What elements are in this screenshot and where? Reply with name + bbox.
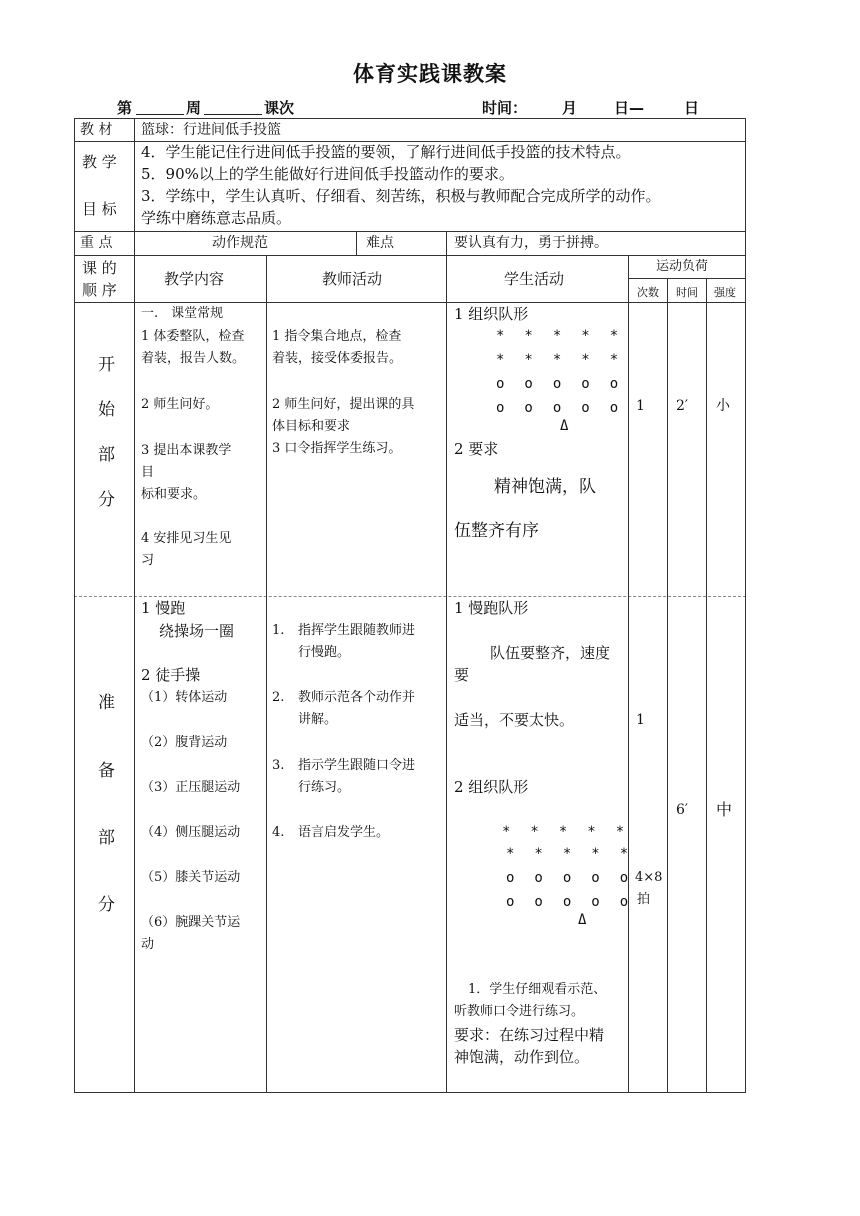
- start-content-1: 1 体委整队，检查: [141, 329, 245, 344]
- content-header: 教学内容: [164, 270, 225, 288]
- prep-teacher-4-line-1: 语言启发学生。: [298, 825, 390, 840]
- prep-teacher-4-num: 4.: [272, 825, 285, 840]
- start-req-label: 2 要求: [454, 440, 499, 458]
- prep-count-2: 4×8: [635, 870, 663, 885]
- start-content-0: 一. 课堂常规: [141, 306, 224, 321]
- prep-student-req-1c: 适当，不要太快。: [454, 711, 575, 729]
- prep-teacher-1-line-2: 行慢跑。: [298, 645, 351, 660]
- lesson-blank: [204, 114, 262, 115]
- prep-formation-row-1: * * * * *: [502, 824, 628, 840]
- prep-time: 6′: [676, 802, 689, 818]
- week-prefix: 第: [117, 99, 133, 117]
- prep-student-note-2: 听教师口令进行练习。: [454, 1004, 585, 1019]
- prep-intensity: 中: [716, 800, 733, 819]
- start-label-2: 始: [98, 400, 115, 420]
- prep-content-exercises: 2 徒手操: [141, 666, 201, 684]
- start-content-6: 标和要求。: [141, 487, 207, 502]
- start-req-line-2: 伍整齐有序: [454, 521, 539, 541]
- start-content-4: 3 提出本课教学: [141, 443, 232, 458]
- week-label: 周: [186, 99, 202, 117]
- start-label-3: 部: [98, 445, 115, 465]
- prep-content-lap: 绕操场一圈: [159, 622, 235, 640]
- goals-label-2: 目 标: [82, 200, 117, 218]
- prep-formation-row-2: * * * * *: [506, 846, 632, 862]
- goal-line-3: 3．学练中，学生认真听、仔细看、刻苦练，积极与教师配合完成所学的动作。: [141, 187, 661, 205]
- key-label: 重 点: [80, 235, 113, 251]
- document-title: 体育实践课教案: [353, 62, 507, 86]
- start-formation-row-3: o o o o o: [496, 376, 622, 392]
- prep-label-1: 准: [98, 693, 115, 713]
- prep-teacher-2-num: 2.: [272, 690, 285, 705]
- goal-line-4: 学练中磨练意志品质。: [141, 209, 292, 227]
- prep-item-6-cont: 动: [141, 937, 155, 952]
- prep-student-head-2: 2 组织队形: [454, 778, 529, 796]
- prep-content-run: 1 慢跑: [141, 599, 186, 617]
- day-label: 日: [684, 99, 700, 117]
- prep-item-3: （3）正压腿运动: [141, 780, 241, 795]
- difficulty-label: 难点: [366, 235, 394, 251]
- prep-teacher-3-line-2: 行练习。: [298, 780, 351, 795]
- prep-item-1: （1）转体运动: [141, 690, 228, 705]
- start-intensity: 小: [716, 398, 730, 414]
- material-label: 教 材: [80, 122, 113, 138]
- prep-teacher-1-num: 1.: [272, 623, 285, 638]
- month-label: 月: [562, 99, 578, 117]
- prep-label-3: 部: [98, 828, 115, 848]
- prep-count-3: 拍: [637, 892, 651, 907]
- prep-teacher-3-num: 3.: [272, 758, 285, 773]
- prep-student-req-1b: 要: [454, 666, 470, 684]
- start-teacher-1: 着装，接受体委报告。: [272, 351, 403, 366]
- start-count: 1: [636, 398, 645, 414]
- prep-item-6: （6）腕踝关节运: [141, 915, 241, 930]
- order-header-2: 顺 序: [82, 281, 117, 299]
- start-formation-row-4: o o o o o: [496, 400, 622, 416]
- start-content-3: 2 师生问好。: [141, 397, 219, 412]
- day-to-label: 日—: [614, 99, 645, 117]
- week-blank: [136, 114, 184, 115]
- start-student-head: 1 组织队形: [454, 305, 529, 323]
- start-teacher-4: 3 口令指挥学生练习。: [272, 441, 402, 456]
- teacher-header: 教师活动: [322, 270, 383, 288]
- prep-formation-row-4: o o o o o: [506, 894, 632, 910]
- start-formation-row-2: * * * * *: [496, 352, 622, 368]
- prep-formation-row-3: o o o o o: [506, 870, 632, 886]
- start-content-5: 目: [141, 465, 155, 480]
- start-label-4: 分: [98, 490, 115, 510]
- prep-teacher-1-line-1: 指挥学生跟随教师进: [298, 623, 416, 638]
- goals-label-1: 教 学: [82, 153, 117, 171]
- start-content-7: 4 安排见习生见: [141, 531, 232, 546]
- prep-teacher-2-line-2: 讲解。: [298, 712, 338, 727]
- time-header: 时间: [676, 286, 698, 299]
- start-label-1: 开: [98, 355, 115, 375]
- intensity-header: 强度: [714, 286, 736, 299]
- key-value: 动作规范: [212, 235, 268, 251]
- prep-item-2: （2）腹背运动: [141, 735, 228, 750]
- prep-label-4: 分: [98, 895, 115, 915]
- start-time: 2′: [676, 398, 689, 414]
- difficulty-value: 要认真有力，勇于拼搏。: [454, 235, 608, 251]
- lesson-label: 课次: [264, 99, 295, 117]
- material-value: 篮球：行进间低手投篮: [141, 122, 281, 138]
- start-req-line-1: 精神饱满，队: [494, 477, 596, 497]
- prep-item-4: （4）侧压腿运动: [141, 825, 241, 840]
- prep-teacher-2-line-1: 教师示范各个动作并: [298, 690, 416, 705]
- order-header-1: 课 的: [82, 259, 117, 277]
- time-label: 时间：: [482, 99, 528, 117]
- prep-formation-teacher: Δ: [578, 912, 590, 928]
- goal-line-2: 5．90%以上的学生能做好行进间低手投篮动作的要求。: [141, 165, 514, 183]
- prep-student-note-3: 要求：在练习过程中精: [454, 1026, 605, 1044]
- start-teacher-3: 体目标和要求: [272, 419, 351, 434]
- student-header: 学生活动: [504, 270, 565, 288]
- prep-student-note-4: 神饱满，动作到位。: [454, 1048, 590, 1066]
- start-teacher-0: 1 指令集合地点，检查: [272, 329, 402, 344]
- prep-teacher-3-line-1: 指示学生跟随口令进: [298, 758, 416, 773]
- start-content-8: 习: [141, 553, 155, 568]
- load-header: 运动负荷: [656, 259, 709, 274]
- prep-item-5: （5）膝关节运动: [141, 870, 241, 885]
- prep-student-head-1: 1 慢跑队形: [454, 599, 529, 617]
- prep-student-req-1: 队伍要整齐，速度: [490, 644, 611, 662]
- goal-line-1: 4．学生能记住行进间低手投篮的要领，了解行进间低手投篮的技术特点。: [141, 143, 631, 161]
- start-content-2: 着装，报告人数。: [141, 351, 246, 366]
- start-formation-teacher: Δ: [560, 418, 572, 434]
- count-header: 次数: [637, 286, 659, 299]
- start-formation-row-1: * * * * *: [496, 328, 622, 344]
- start-teacher-2: 2 师生问好，提出课的具: [272, 397, 415, 412]
- prep-label-2: 备: [98, 761, 115, 781]
- prep-count-1: 1: [636, 712, 645, 728]
- prep-student-note-1: 1．学生仔细观看示范、: [468, 982, 607, 997]
